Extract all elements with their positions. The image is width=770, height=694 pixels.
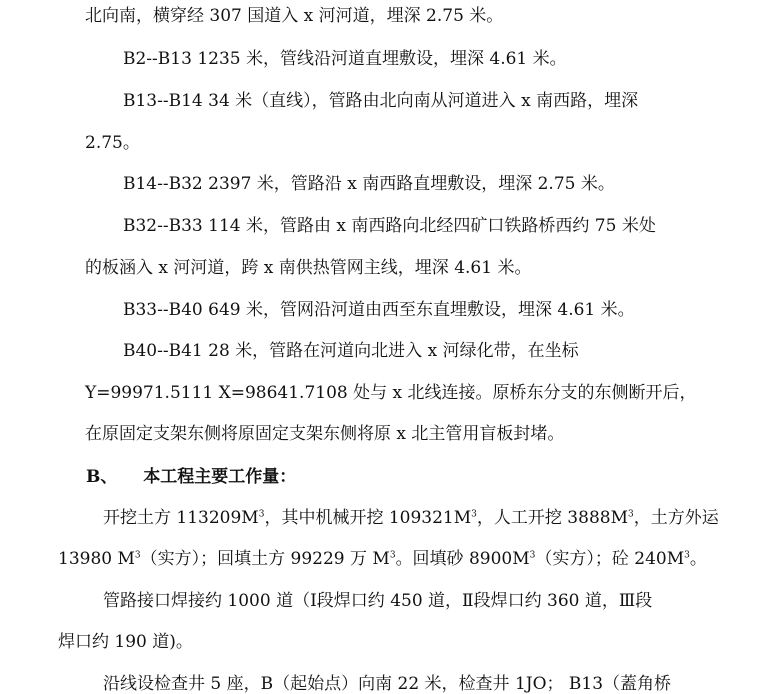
text-line: B14--B32 2397 米，管路沿 x 南西路直埋敷设，埋深 2.75 米。 [123, 174, 615, 194]
section-heading [86, 467, 296, 487]
section-title: 本工程主要工作量： [143, 467, 297, 487]
workload-line-1: 开挖土方 $113209M^3$，其中机械开挖 $109321M^3$，人工开挖 $3888M^3$，土方外运 [103, 508, 719, 528]
section-marker: B、 [86, 467, 118, 487]
text-line: B40--B41 28 米，管路在河道向北进入 x 河绿化带，在坐标 [123, 341, 579, 361]
text-line: 的板涵入 x 河河道，跨 x 南供热管网主线，埋深 4.61 米。 [85, 258, 532, 278]
text-line: B2--B13 1235 米，管线沿河道直埋敷设，埋深 4.61 米。 [123, 49, 567, 69]
text-line: B32--B33 114 米，管路由 x 南西路向北经四矿口铁路桥西约 75 米处 [123, 216, 656, 236]
text-line: 在原固定支架东侧将原固定支架东侧将原 x 北主管用盲板封堵。 [85, 424, 565, 444]
workload-line-2: 13980 $M^3$（实方）；回填土方 99229 万 $M^3$。回填砂 $8900M^3$（实方）；砼 $240M^3$。 [58, 549, 707, 569]
text-line: B13--B14 34 米（直线），管路由北向南从河道进入 x 南西路，埋深 [123, 91, 639, 111]
text-line: Y=99971.5111 X=98641.7108 处与 x 北线连接。原桥东分支的东侧断开后， [85, 383, 697, 403]
welding-line-2: 焊口约 190 道)。 [58, 632, 193, 652]
text-line: 2.75。 [85, 133, 140, 153]
text-line: 北向南，横穿经 307 国道入 x 河河道，埋深 2.75 米。 [85, 6, 504, 26]
inspection-line-1: 沿线设检查井 5 座，B（起始点）向南 22 米，检查井 1JO； B13（蓋角桥 [103, 674, 672, 694]
welding-line-1: 管路接口焊接约 1000 道（Ⅰ段焊口约 450 道，Ⅱ段焊口约 360 道，Ⅲ段 [103, 591, 653, 611]
text-line: B33--B40 649 米，管网沿河道由西至东直埋敷设，埋深 4.61 米。 [123, 300, 635, 320]
